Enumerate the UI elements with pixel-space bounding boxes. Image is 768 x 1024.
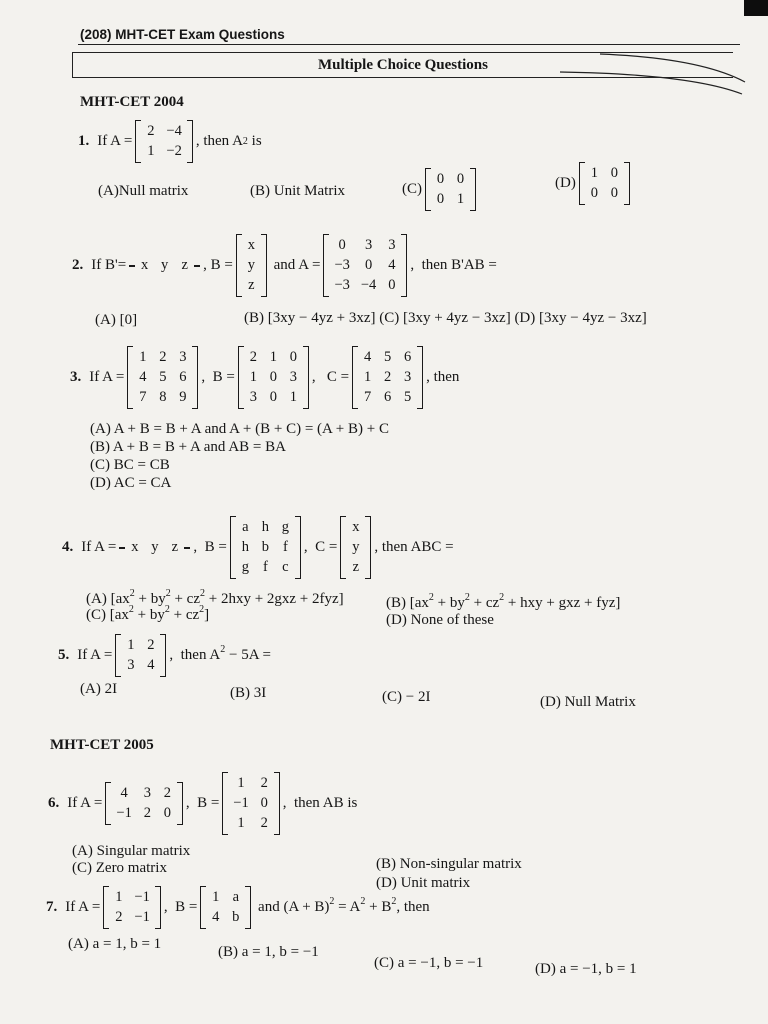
matrix-entry: b (261, 539, 269, 555)
matrix-entry: g (281, 519, 289, 535)
matrix-entry: h (261, 519, 269, 535)
option-b: (B) [$ax^2 + by^2 + cz^2$ + hxy + gxz + fyz] (386, 592, 621, 611)
section-heading-2004: MHT-CET 2004 (80, 94, 184, 110)
matrix-entry: −1 (134, 889, 150, 905)
row-matrix-b-transpose (129, 254, 200, 277)
matrix-entry: 1 (147, 143, 155, 159)
matrix-c (340, 516, 371, 579)
option-a: (A) [0] (95, 312, 138, 328)
matrix-entry: 0 (456, 171, 465, 187)
question-text: is (247, 133, 262, 149)
question-text: , B = (201, 369, 235, 385)
matrix-entry: x (247, 237, 256, 253)
option-c: (C) a = −1, b = −1 (374, 955, 484, 971)
matrix-entry: −1 (116, 805, 132, 821)
matrix-entry: c (282, 559, 289, 575)
matrix-entry: 0 (436, 191, 445, 207)
question-text: If A = (65, 899, 101, 915)
matrix-a (323, 234, 407, 297)
matrix-entry: 0 (289, 349, 297, 365)
option-b: (B) 3I (230, 685, 267, 701)
option-c: (C) Zero matrix (72, 860, 167, 876)
question-text: , then $A^2 - 5A$ = (169, 644, 271, 663)
question-text: , B = (163, 899, 198, 915)
matrix-entry: 2 (249, 349, 257, 365)
matrix-entry: 4 (147, 657, 155, 673)
matrix-entry: a (242, 519, 249, 535)
matrix-b (230, 516, 301, 579)
option-c (402, 168, 479, 211)
matrix-entry: b (232, 909, 240, 925)
option-b: (B) Unit Matrix (250, 183, 345, 199)
matrix-entry: 4 (388, 257, 396, 273)
matrix-entry: 2 (260, 775, 268, 791)
matrix-entry: 1 (269, 349, 277, 365)
matrix-entry: 1 (127, 637, 135, 653)
matrix-entry: −4 (360, 277, 377, 293)
matrix-entry: 6 (403, 349, 412, 365)
matrix-entry: 1 (289, 389, 297, 405)
matrix-entry: 2 (147, 637, 155, 653)
option-label: (C) (402, 181, 422, 197)
matrix-entry: −3 (334, 277, 350, 293)
matrix-entry: x (352, 519, 360, 535)
option-d: (D) Null Matrix (540, 694, 636, 710)
matrix-entry: 1 (456, 191, 465, 207)
question-4 (62, 516, 454, 579)
matrix-entry: 0 (260, 795, 268, 811)
option-c: (C) $[ax^2 + by^2 + cz^2]$ (86, 604, 210, 623)
matrix-entry: z (248, 277, 255, 293)
matrix-entry: 3 (289, 369, 297, 385)
question-text: If B'= (91, 257, 127, 273)
matrix-entry: f (262, 559, 268, 575)
option-a: (A) $[ax^2 + by^2 + cz^2 + 2hxy + 2gxz + 2fyz]$ (86, 588, 344, 607)
question-text: , B = (185, 795, 220, 811)
question-text: , then A (195, 133, 243, 149)
matrix-entry: 3 (127, 657, 135, 673)
matrix-entry: −1 (233, 795, 249, 811)
matrix-entry: 7 (363, 389, 372, 405)
matrix-entry: 0 (610, 185, 618, 201)
matrix-entry: 4 (212, 909, 220, 925)
question-text: and A = (269, 257, 321, 273)
matrix-entry: 3 (249, 389, 257, 405)
question-text: If A = (97, 133, 133, 149)
page-header: (208) MHT-CET Exam Questions (80, 27, 285, 42)
matrix-entry: 0 (590, 185, 598, 201)
matrix-b (236, 234, 267, 297)
question-text: , C = (303, 539, 338, 555)
option-c: (C) BC = CB (90, 457, 170, 473)
matrix-entry: 1 (249, 369, 257, 385)
matrix-entry: 8 (159, 389, 167, 405)
matrix-entry: z (181, 257, 188, 273)
question-text: , then ABC = (374, 539, 454, 555)
option-a: (A) Singular matrix (72, 843, 191, 859)
matrix-entry: 0 (163, 805, 171, 821)
option-b: (B) A + B = B + A and AB = BA (90, 439, 286, 455)
matrix-option-d (579, 162, 630, 205)
question-3 (70, 346, 459, 409)
matrix-entry: h (241, 539, 249, 555)
matrix-entry: f (282, 539, 288, 555)
banner-title: Multiple Choice Questions (317, 57, 488, 73)
matrix-entry: 1 (590, 165, 598, 181)
question-text: and $(A + B)^2 = A^2 + B^2$, then (254, 896, 430, 915)
question-number: 4. (62, 539, 74, 555)
option-b: (B) Non-singular matrix (376, 856, 522, 872)
option-a: (A) a = 1, b = 1 (68, 936, 162, 952)
question-text: If A = (77, 647, 113, 663)
question-2 (72, 234, 497, 297)
question-text: , C = (311, 369, 350, 385)
question-text: , then B'AB = (410, 257, 497, 273)
matrix-entry: −4 (166, 123, 182, 139)
matrix-a (135, 120, 192, 163)
matrix-entry: 4 (139, 369, 147, 385)
row-matrix-a (119, 536, 190, 559)
question-number: 5. (58, 647, 70, 663)
matrix-entry: x (131, 539, 139, 555)
matrix-entry: 2 (163, 785, 171, 801)
option-a: (A)Null matrix (98, 183, 189, 199)
matrix-entry: 0 (269, 389, 277, 405)
question-7 (46, 886, 430, 929)
question-number: 6. (48, 795, 60, 811)
question-text: , B = (193, 539, 227, 555)
matrix-b (238, 346, 309, 409)
option-d: (D) Unit matrix (376, 875, 471, 891)
matrix-entry: 1 (237, 815, 245, 831)
matrix-entry: 6 (179, 369, 187, 385)
question-5 (58, 634, 271, 677)
matrix-entry: 6 (383, 389, 392, 405)
question-text: If A = (89, 369, 125, 385)
matrix-entry: 0 (364, 257, 373, 273)
matrix-entry: 2 (147, 123, 155, 139)
matrix-entry: 4 (363, 349, 372, 365)
matrix-entry: 3 (388, 237, 396, 253)
matrix-entry: 0 (610, 165, 618, 181)
matrix-a (127, 346, 198, 409)
matrix-entry: y (151, 539, 159, 555)
matrix-entry: 5 (403, 389, 412, 405)
option-d: (D) AC = CA (90, 475, 172, 491)
option-label: (D) (555, 175, 576, 191)
matrix-entry: −2 (166, 143, 182, 159)
matrix-entry: g (241, 559, 249, 575)
option-d: (D) None of these (386, 612, 494, 628)
matrix-entry: 0 (338, 237, 346, 253)
matrix-entry: 4 (120, 785, 128, 801)
matrix-entry: 2 (383, 369, 392, 385)
question-number: 1. (78, 133, 90, 149)
matrix-option-c (425, 168, 476, 211)
matrix-entry: 5 (383, 349, 392, 365)
question-text: If A = (81, 539, 117, 555)
option-c: (C) − 2I (382, 689, 431, 705)
matrix-entry: x (141, 257, 149, 273)
matrix-entry: 1 (363, 369, 372, 385)
section-heading-2005: MHT-CET 2005 (50, 737, 154, 753)
matrix-entry: 1 (139, 349, 147, 365)
matrix-entry: 9 (179, 389, 187, 405)
question-number: 2. (72, 257, 84, 273)
matrix-entry: 3 (403, 369, 412, 385)
matrix-entry: 0 (269, 369, 277, 385)
matrix-c (352, 346, 423, 409)
option-d: (D) a = −1, b = 1 (535, 961, 637, 977)
question-6 (48, 772, 357, 835)
matrix-a (115, 634, 166, 677)
matrix-entry: 3 (179, 349, 187, 365)
matrix-entry: y (352, 539, 360, 555)
matrix-b (222, 772, 279, 835)
option-b: (B) a = 1, b = −1 (218, 944, 319, 960)
matrix-a (103, 886, 160, 929)
page-corner-shadow (744, 0, 768, 16)
matrix-entry: 3 (143, 785, 151, 801)
question-text: , then (426, 369, 460, 385)
matrix-entry: 2 (159, 349, 167, 365)
question-text: , then AB is (282, 795, 358, 811)
matrix-entry: z (352, 559, 360, 575)
option-a: (A) A + B = B + A and A + (B + C) = (A + B) + C (90, 421, 389, 437)
matrix-entry: 0 (388, 277, 396, 293)
matrix-entry: z (171, 539, 179, 555)
matrix-entry: 1 (237, 775, 245, 791)
matrix-entry: y (247, 257, 256, 273)
matrix-entry: 3 (364, 237, 373, 253)
matrix-entry: 7 (139, 389, 147, 405)
matrix-entry: 0 (436, 171, 445, 187)
matrix-entry: −3 (334, 257, 350, 273)
matrix-entry: −1 (134, 909, 150, 925)
matrix-entry: 2 (143, 805, 151, 821)
matrix-entry: 1 (115, 889, 123, 905)
matrix-b (200, 886, 251, 929)
question-number: 3. (70, 369, 82, 385)
question-1: 1. If A = 2 −4 1 −2 , then A 2 is (78, 120, 262, 163)
matrix-entry: 2 (260, 815, 268, 831)
matrix-a (105, 782, 182, 825)
matrix-entry: y (161, 257, 169, 273)
matrix-entry: 5 (159, 369, 167, 385)
matrix-entry: a (232, 889, 240, 905)
question-text: , B = (203, 257, 233, 273)
option-d (555, 162, 633, 205)
question-text: If A = (67, 795, 103, 811)
matrix-entry: 2 (115, 909, 123, 925)
question-number: 7. (46, 899, 58, 915)
option-a: (A) 2I (80, 681, 118, 697)
matrix-entry: 1 (212, 889, 220, 905)
options-b-c-d: (B) [3xy − 4yz + 3xz] (C) [3xy + 4yz − 3xz] (D) [3xy − 4yz − 3xz] (244, 310, 647, 326)
